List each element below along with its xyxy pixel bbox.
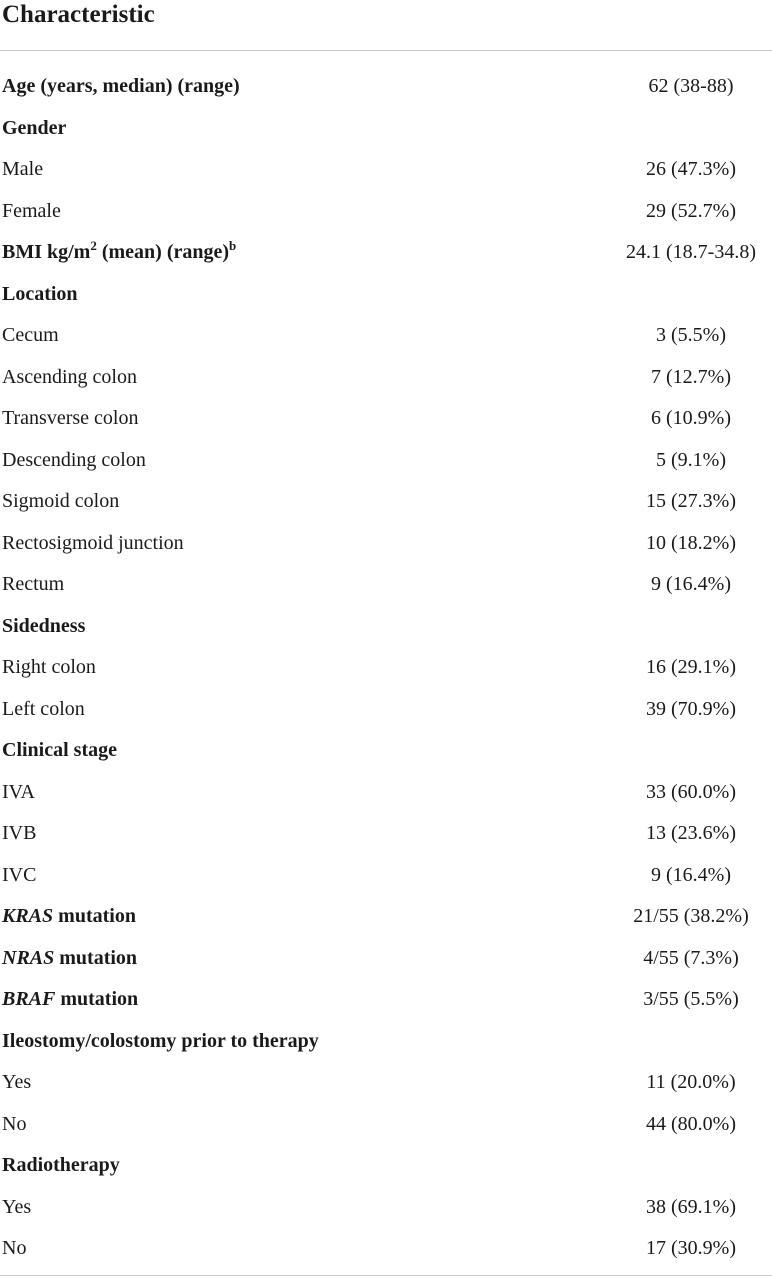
- gene-name: NRAS: [2, 946, 55, 969]
- row-value: 33 (60.0%): [646, 780, 736, 803]
- row-value: 4/55 (7.3%): [643, 946, 739, 969]
- table-row: [0, 1063, 772, 1105]
- label-text: mutation: [54, 946, 138, 969]
- table-row: [0, 814, 772, 856]
- label-text: BMI kg/m: [2, 241, 91, 263]
- row-label: Age (years, median) (range): [2, 75, 240, 97]
- row-label: [2, 905, 136, 928]
- row-label: IVA: [2, 780, 35, 803]
- row-label: Rectum: [2, 573, 65, 595]
- row-value: 24.1 (18.7-34.8): [626, 241, 756, 263]
- table-header: [0, 0, 772, 51]
- row-label: [2, 238, 237, 264]
- row-label: No: [2, 1112, 27, 1135]
- table-row: [0, 441, 772, 483]
- table-row: [0, 980, 772, 1022]
- row-label: Sidedness: [2, 614, 86, 637]
- row-label: Cecum: [2, 324, 59, 346]
- table-row: [0, 1146, 772, 1188]
- row-label: Location: [2, 282, 78, 305]
- table-row: [0, 275, 772, 317]
- row-label: [2, 988, 138, 1011]
- table-row: [0, 773, 772, 815]
- row-label: Left colon: [2, 697, 85, 720]
- row-value: 16 (29.1%): [646, 656, 736, 678]
- row-value: 5 (9.1%): [656, 448, 726, 471]
- row-value: 38 (69.1%): [646, 1195, 736, 1218]
- row-label: Ascending colon: [2, 365, 137, 388]
- column-header-characteristic: Characteristic: [2, 1, 155, 28]
- table-row: [0, 1188, 772, 1230]
- row-value: 17 (30.9%): [646, 1237, 736, 1259]
- row-value: 11 (20.0%): [646, 1071, 736, 1093]
- row-value: 13 (23.6%): [646, 822, 736, 844]
- row-value: 62 (38-88): [648, 75, 734, 97]
- row-value: 15 (27.3%): [646, 490, 736, 512]
- row-label: No: [2, 1237, 27, 1259]
- label-text: mutation: [55, 988, 139, 1010]
- gene-name: KRAS: [2, 905, 54, 927]
- table-row: [0, 192, 772, 234]
- row-value: 44 (80.0%): [646, 1112, 736, 1135]
- row-label: Radiotherapy: [2, 1154, 120, 1176]
- row-label: Yes: [2, 1195, 32, 1218]
- table-row: [0, 939, 772, 981]
- row-label: Yes: [2, 1071, 32, 1093]
- row-label: Transverse colon: [2, 407, 139, 429]
- table-row: [0, 856, 772, 898]
- row-label: Gender: [2, 116, 67, 139]
- label-text: mutation: [53, 905, 136, 927]
- table-row: [0, 648, 772, 690]
- row-value: 6 (10.9%): [651, 407, 731, 429]
- row-label: Female: [2, 199, 61, 222]
- table-row: [0, 482, 772, 524]
- row-value: 26 (47.3%): [646, 158, 736, 180]
- table-row: [0, 150, 772, 192]
- row-label: Sigmoid colon: [2, 490, 120, 512]
- row-value: 39 (70.9%): [646, 697, 736, 720]
- table-row: [0, 1105, 772, 1147]
- row-label: [2, 947, 137, 970]
- table-row: [0, 233, 772, 275]
- row-value: 9 (16.4%): [651, 573, 731, 595]
- table-row: [0, 358, 772, 400]
- row-label: Descending colon: [2, 448, 146, 471]
- gene-name: BRAF: [2, 988, 56, 1010]
- row-value: 29 (52.7%): [646, 199, 736, 222]
- table-row: [0, 1022, 772, 1064]
- table-row: [0, 316, 772, 358]
- row-label: Right colon: [2, 656, 96, 678]
- table-row: [0, 1229, 772, 1271]
- table-row: [0, 690, 772, 732]
- table-body: [0, 67, 772, 1271]
- row-value: 9 (16.4%): [651, 863, 731, 886]
- table-row: [0, 607, 772, 649]
- row-value: 21/55 (38.2%): [633, 905, 749, 927]
- superscript: 2: [90, 238, 97, 253]
- table-row: [0, 897, 772, 939]
- row-value: 3/55 (5.5%): [643, 988, 739, 1010]
- row-label: Ileostomy/colostomy prior to therapy: [2, 1029, 319, 1052]
- table-row: [0, 109, 772, 151]
- row-value: 3 (5.5%): [656, 324, 726, 346]
- bottom-divider: [0, 1275, 772, 1276]
- footnote-marker: b: [229, 238, 237, 253]
- row-label: IVB: [2, 822, 37, 844]
- table-row: [0, 565, 772, 607]
- table-row: [0, 67, 772, 109]
- row-label: Rectosigmoid junction: [2, 531, 184, 554]
- label-text: (mean) (range): [96, 241, 230, 263]
- table-row: [0, 524, 772, 566]
- table-row: [0, 399, 772, 441]
- table-row: [0, 731, 772, 773]
- row-label: Clinical stage: [2, 739, 117, 761]
- row-value: 7 (12.7%): [651, 365, 731, 388]
- row-label: Male: [2, 158, 44, 180]
- row-label: IVC: [2, 863, 37, 886]
- row-value: 10 (18.2%): [646, 531, 736, 554]
